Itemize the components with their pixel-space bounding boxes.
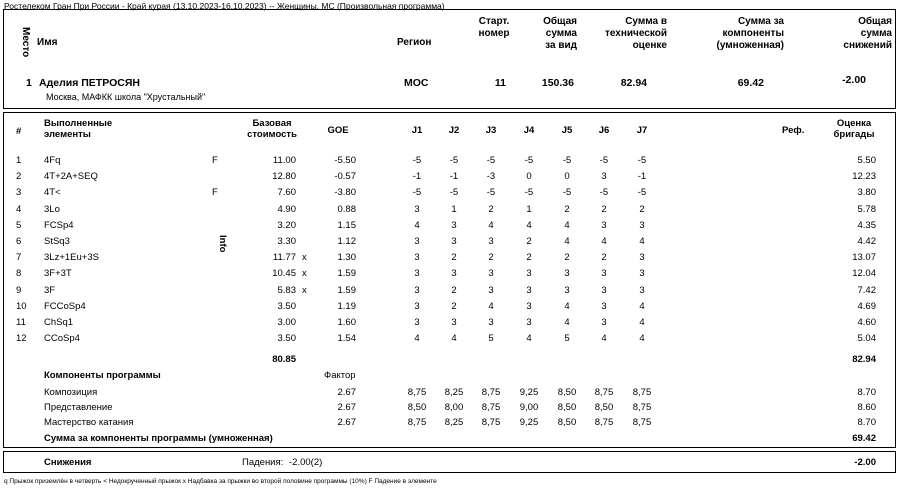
- judge-score: 3: [451, 236, 457, 247]
- judge-score: -5: [486, 155, 496, 166]
- component-score: 8.70: [857, 387, 876, 398]
- element-code: 3Lz+1Eu+3S: [44, 252, 99, 264]
- element-base: 5.83: [277, 284, 296, 296]
- judge-score: -5: [599, 155, 609, 166]
- tes-total: 82.94: [852, 354, 876, 365]
- judge-header: J3: [485, 125, 497, 136]
- judge-score: 3: [414, 252, 420, 264]
- element-base: 12.80: [272, 171, 296, 183]
- element-score: 3.80: [857, 187, 876, 199]
- judge-score: 3: [414, 236, 420, 247]
- element-number: 5: [16, 219, 22, 231]
- element-code: 3Lo: [44, 203, 60, 215]
- skater-region: МОС: [404, 77, 429, 89]
- judge-score: -1: [412, 171, 422, 183]
- judge-score: 3: [414, 300, 420, 312]
- judge-score: 3: [451, 219, 457, 231]
- elements-box: [3, 112, 896, 448]
- element-code: StSq3: [44, 236, 70, 247]
- info-header: Info: [217, 235, 228, 253]
- judge-score: 3: [639, 268, 645, 280]
- element-base: 3.50: [277, 333, 296, 345]
- component-judge-score: 9,00: [519, 402, 539, 413]
- base-header: Базовая стоимость: [247, 118, 297, 141]
- element-goe: 1.60: [337, 317, 356, 328]
- component-judge-score: 8,00: [444, 402, 464, 413]
- judge-score: 2: [639, 203, 645, 215]
- element-row: [4, 301, 897, 315]
- skater-start-no: 11: [494, 77, 506, 89]
- judge-header: J2: [448, 125, 460, 136]
- element-row: [4, 268, 897, 282]
- element-row: [4, 155, 897, 169]
- judge-score: 3: [488, 268, 494, 280]
- element-row: [4, 187, 897, 201]
- judge-score: 1: [526, 203, 532, 215]
- component-judge-score: 8,50: [407, 402, 427, 413]
- element-score: 4.35: [857, 219, 876, 231]
- component-name: Композиция: [44, 387, 98, 398]
- legend: q Прыжок приземлён в четверть < Недокрученный прыжок x Надбавка за прыжки во второй половине программы (10%) F Падение в элементе: [4, 478, 437, 485]
- component-judge-score: 8,50: [557, 417, 577, 428]
- judge-score: 4: [601, 333, 607, 345]
- component-score: 8.60: [857, 402, 876, 413]
- judge-header: J1: [411, 125, 423, 136]
- judge-score: 3: [488, 317, 494, 328]
- judge-score: 3: [564, 284, 570, 296]
- element-bonus: x: [302, 268, 307, 280]
- judge-score: 0: [564, 171, 570, 183]
- region-header: Регион: [397, 37, 432, 48]
- skater-name: Аделия ПЕТРОСЯН: [39, 77, 140, 89]
- element-score: 12.04: [852, 268, 876, 280]
- element-row: [4, 220, 897, 234]
- components-sum-label: Сумма за компоненты программы (умноженная): [44, 433, 273, 444]
- judge-score: 3: [526, 300, 532, 312]
- component-judge-score: 8,75: [481, 387, 501, 398]
- skater-place: 1: [26, 77, 32, 89]
- judge-header: J7: [636, 125, 648, 136]
- element-base: 3.50: [277, 300, 296, 312]
- judge-score: 3: [451, 317, 457, 328]
- judge-score: 3: [414, 268, 420, 280]
- component-judge-score: 8,50: [557, 402, 577, 413]
- start-no-header: Старт. номер: [478, 16, 510, 39]
- judge-score: -1: [637, 171, 647, 183]
- judge-header: J5: [561, 125, 573, 136]
- element-base: 10.45: [272, 268, 296, 280]
- element-goe: -3.80: [334, 187, 356, 199]
- component-row: [4, 417, 897, 431]
- judge-score: -5: [637, 155, 647, 166]
- falls-label: Падения:: [242, 457, 284, 468]
- element-code: ChSq1: [44, 317, 74, 328]
- element-base: 4.90: [277, 203, 296, 215]
- element-score: 13.07: [852, 252, 876, 264]
- element-score: 4.42: [857, 236, 876, 247]
- component-judge-score: 8,75: [407, 417, 427, 428]
- judge-score: 2: [526, 236, 532, 247]
- component-judge-score: 8,50: [557, 387, 577, 398]
- judge-score: 3: [601, 300, 607, 312]
- element-number: 3: [16, 187, 22, 199]
- elements-header: Выполненные элементы: [44, 118, 113, 141]
- element-code: CCoSp4: [44, 333, 80, 345]
- skater-club: Москва, МАФКК школа "Хрустальный": [46, 92, 206, 102]
- element-goe: -5.50: [334, 155, 356, 166]
- component-judge-score: 8,75: [594, 387, 614, 398]
- judge-score: 3: [601, 219, 607, 231]
- element-number: 6: [16, 236, 22, 247]
- element-base: 3.30: [277, 236, 296, 247]
- judge-score: 3: [639, 252, 645, 264]
- skater-pcs: 69.42: [737, 77, 764, 89]
- element-info: F: [212, 187, 218, 199]
- element-number: 4: [16, 203, 22, 215]
- element-goe: 1.59: [337, 284, 356, 296]
- element-bonus: x: [302, 284, 307, 296]
- element-base: 3.20: [277, 219, 296, 231]
- pcs-header: Сумма за компоненты (умноженная): [716, 16, 784, 51]
- judge-score: 2: [564, 203, 570, 215]
- goe-header: GOE: [327, 125, 349, 136]
- judge-score: 3: [488, 236, 494, 247]
- judge-score: 3: [526, 268, 532, 280]
- judge-score: 3: [414, 284, 420, 296]
- name-header: Имя: [37, 37, 58, 48]
- element-number: 8: [16, 268, 22, 280]
- component-judge-score: 8,75: [481, 417, 501, 428]
- judge-score: -5: [524, 155, 534, 166]
- component-judge-score: 8,25: [444, 417, 464, 428]
- element-goe: 1.59: [337, 268, 356, 280]
- element-goe: 1.19: [337, 300, 356, 312]
- judge-score: 3: [488, 284, 494, 296]
- component-factor: 2.67: [337, 387, 356, 398]
- judge-score: 4: [601, 236, 607, 247]
- judge-score: -5: [449, 155, 459, 166]
- element-row: [4, 317, 897, 331]
- component-judge-score: 8,50: [594, 402, 614, 413]
- judge-score: 5: [488, 333, 494, 345]
- num-header: #: [16, 126, 22, 137]
- element-code: 4T+2A+SEQ: [44, 171, 98, 183]
- component-judge-score: 8,25: [444, 387, 464, 398]
- judge-score: 4: [526, 333, 532, 345]
- tes-header: Сумма в технической оценке: [604, 16, 667, 51]
- component-judge-score: 9,25: [519, 387, 539, 398]
- element-number: 1: [16, 155, 22, 166]
- judge-score: 2: [451, 284, 457, 296]
- component-judge-score: 8,75: [632, 387, 652, 398]
- judge-score: 2: [488, 203, 494, 215]
- element-base: 7.60: [277, 187, 296, 199]
- judge-score: 0: [526, 171, 532, 183]
- deductions-label: Снижения: [44, 457, 92, 468]
- element-row: [4, 285, 897, 299]
- judge-score: 4: [639, 236, 645, 247]
- element-code: FCCoSp4: [44, 300, 86, 312]
- falls-value: -2.00(2): [289, 457, 323, 468]
- component-name: Представление: [44, 402, 113, 413]
- element-goe: 0.88: [337, 203, 356, 215]
- judge-score: 4: [564, 300, 570, 312]
- judge-score: 1: [451, 203, 457, 215]
- judge-score: 2: [564, 252, 570, 264]
- component-judge-score: 8,75: [632, 402, 652, 413]
- element-number: 2: [16, 171, 22, 183]
- judge-score: 4: [564, 219, 570, 231]
- element-score: 7.42: [857, 284, 876, 296]
- judge-score: 4: [526, 219, 532, 231]
- element-score: 5.50: [857, 155, 876, 166]
- judge-score: -5: [599, 187, 609, 199]
- judge-score: 3: [564, 268, 570, 280]
- element-row: [4, 252, 897, 266]
- judge-score: 5: [564, 333, 570, 345]
- element-number: 10: [16, 300, 27, 312]
- skater-summary-box: [3, 9, 896, 109]
- element-score: 5.04: [857, 333, 876, 345]
- judge-score: 2: [451, 252, 457, 264]
- component-judge-score: 8,75: [481, 402, 501, 413]
- factor-label: Фактор: [324, 370, 356, 381]
- skater-total: 150.36: [541, 77, 574, 89]
- component-score: 8.70: [857, 417, 876, 428]
- element-row: [4, 204, 897, 218]
- judge-score: 4: [414, 333, 420, 345]
- judge-score: 4: [639, 300, 645, 312]
- element-code: 3F: [44, 284, 56, 296]
- judge-score: 3: [526, 317, 532, 328]
- element-goe: 1.30: [337, 252, 356, 264]
- deductions-box: [3, 451, 896, 473]
- judge-score: -5: [637, 187, 647, 199]
- judge-score: 4: [488, 300, 494, 312]
- element-score: 4.60: [857, 317, 876, 328]
- element-code: 3F+3T: [44, 268, 72, 280]
- judge-score: -5: [524, 187, 534, 199]
- judge-score: 4: [564, 236, 570, 247]
- component-row: [4, 387, 897, 401]
- element-number: 9: [16, 284, 22, 296]
- judge-score: 4: [564, 317, 570, 328]
- judge-score: 2: [488, 252, 494, 264]
- judge-score: 3: [601, 317, 607, 328]
- judge-score: 2: [526, 252, 532, 264]
- component-judge-score: 8,75: [632, 417, 652, 428]
- total-header: Общая сумма за вид: [543, 16, 577, 51]
- judge-header: J6: [598, 125, 610, 136]
- element-code: FCSp4: [44, 219, 74, 231]
- element-code: 4T<: [44, 187, 61, 199]
- components-sum-value: 69.42: [852, 433, 876, 444]
- element-row: [4, 235, 897, 253]
- judge-score: -5: [449, 187, 459, 199]
- judge-score: 3: [639, 284, 645, 296]
- place-header: Место: [20, 27, 31, 58]
- element-goe: 1.54: [337, 333, 356, 345]
- component-name: Мастерство катания: [44, 417, 134, 428]
- element-info: F: [212, 155, 218, 166]
- judge-score: 2: [601, 203, 607, 215]
- judge-score: -5: [412, 155, 422, 166]
- judge-header: J4: [523, 125, 535, 136]
- element-number: 7: [16, 252, 22, 264]
- element-number: 12: [16, 333, 27, 345]
- judge-score: 3: [526, 284, 532, 296]
- skater-tes: 82.94: [620, 77, 647, 89]
- judge-score: 3: [451, 268, 457, 280]
- judge-score: -5: [486, 187, 496, 199]
- judge-score: 4: [451, 333, 457, 345]
- score-header: Оценка бригады: [833, 118, 875, 141]
- element-row: [4, 171, 897, 185]
- judge-score: -1: [449, 171, 459, 183]
- component-factor: 2.67: [337, 417, 356, 428]
- judge-score: -5: [412, 187, 422, 199]
- component-factor: 2.67: [337, 402, 356, 413]
- judge-score: -5: [562, 187, 572, 199]
- event-header: Ростелеком Гран При России - Край курая (13.10.2023-16.10.2023) -- Женщины, МС (Произвольная программа): [4, 1, 445, 11]
- component-judge-score: 8,75: [407, 387, 427, 398]
- element-bonus: x: [302, 252, 307, 264]
- ref-header: Реф.: [782, 125, 805, 136]
- skater-deductions: -2.00: [842, 74, 866, 86]
- judge-score: 4: [639, 317, 645, 328]
- deductions-header: Общая сумма снижений: [843, 16, 892, 51]
- component-judge-score: 9,25: [519, 417, 539, 428]
- judge-score: 3: [414, 203, 420, 215]
- judge-score: 4: [414, 219, 420, 231]
- element-goe: 1.12: [337, 236, 356, 247]
- element-score: 5.78: [857, 203, 876, 215]
- judge-score: -3: [486, 171, 496, 183]
- element-base: 11.77: [272, 252, 296, 264]
- judge-score: 4: [639, 333, 645, 345]
- judge-score: 3: [414, 317, 420, 328]
- element-score: 4.69: [857, 300, 876, 312]
- element-row: [4, 333, 897, 347]
- element-base: 3.00: [277, 317, 296, 328]
- judge-score: 4: [488, 219, 494, 231]
- element-goe: -0.57: [334, 171, 356, 183]
- element-goe: 1.15: [337, 219, 356, 231]
- element-code: 4Fq: [44, 155, 61, 166]
- judge-score: 3: [639, 219, 645, 231]
- judge-score: 2: [601, 252, 607, 264]
- judge-score: 3: [601, 171, 607, 183]
- element-base: 11.00: [272, 155, 296, 166]
- judge-score: 3: [601, 268, 607, 280]
- base-total: 80.85: [272, 354, 296, 365]
- judge-score: -5: [562, 155, 572, 166]
- components-title: Компоненты программы: [44, 370, 161, 381]
- element-score: 12.23: [852, 171, 876, 183]
- element-number: 11: [16, 317, 26, 328]
- deductions-total: -2.00: [854, 457, 876, 468]
- judge-score: 2: [451, 300, 457, 312]
- judge-score: 3: [601, 284, 607, 296]
- component-judge-score: 8,75: [594, 417, 614, 428]
- component-row: [4, 402, 897, 416]
